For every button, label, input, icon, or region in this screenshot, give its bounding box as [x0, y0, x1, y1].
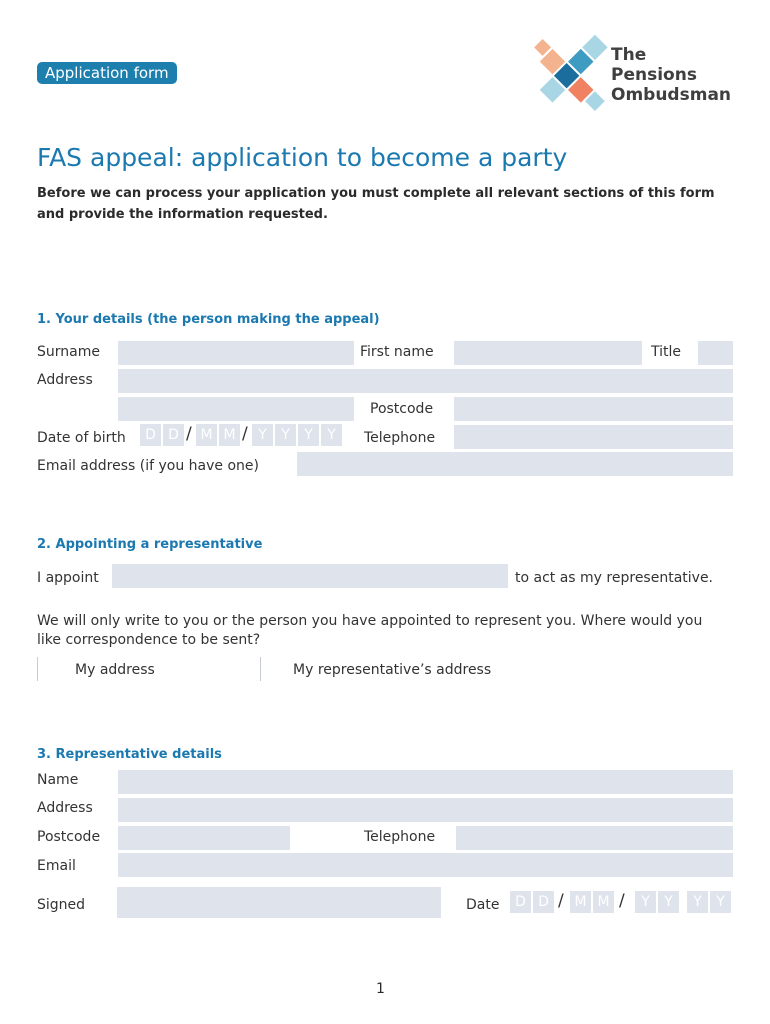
- address-line-1-field[interactable]: [118, 369, 733, 393]
- telephone-label: Telephone: [364, 430, 436, 446]
- logo-line-1: The: [611, 45, 647, 65]
- rep-email-label: Email: [37, 858, 76, 874]
- surname-label: Surname: [37, 344, 100, 360]
- date-m1: M: [570, 891, 591, 913]
- divider-middle: [260, 657, 261, 681]
- date-d2: D: [533, 891, 554, 913]
- date-y4: Y: [710, 891, 731, 913]
- application-form-badge: Application form: [37, 62, 177, 84]
- title-label: Title: [651, 344, 682, 360]
- surname-field[interactable]: [118, 341, 354, 365]
- date-y1: Y: [635, 891, 656, 913]
- email-field[interactable]: [297, 452, 733, 476]
- intro-text: Before we can process your application you must complete all relevant sections of this form and provide the information requested.: [37, 186, 715, 222]
- email-label: Email address (if you have one): [37, 458, 259, 474]
- act-as-label: to act as my representative.: [515, 570, 714, 586]
- dob-m2: M: [219, 424, 240, 446]
- dob-y4: Y: [321, 424, 342, 446]
- first-name-label: First name: [360, 344, 434, 360]
- section-2-heading: 2. Appointing a representative: [37, 537, 263, 552]
- rep-name-field[interactable]: [118, 770, 733, 794]
- address-label: Address: [37, 372, 93, 388]
- pensions-ombudsman-logo: [528, 32, 618, 118]
- dob-sep-1: /: [186, 424, 192, 444]
- page-number: 1: [376, 981, 385, 997]
- first-name-field[interactable]: [454, 341, 642, 365]
- date-label: Date: [466, 897, 500, 913]
- section-3-heading: 3. Representative details: [37, 747, 222, 762]
- rep-address-label: Address: [37, 800, 93, 816]
- correspondence-question: We will only write to you or the person you have appointed to represent you. Where would you like correspondence to be sent?: [37, 613, 703, 648]
- title-field[interactable]: [698, 341, 733, 365]
- date-y3: Y: [687, 891, 708, 913]
- rep-telephone-label: Telephone: [364, 829, 436, 845]
- dob-m1: M: [196, 424, 217, 446]
- page-title: FAS appeal: application to become a party: [37, 143, 568, 172]
- date-sep-1: /: [558, 891, 564, 911]
- dob-label: Date of birth: [37, 430, 126, 446]
- rep-address-field[interactable]: [118, 798, 733, 822]
- divider-left: [37, 657, 38, 681]
- appoint-label: I appoint: [37, 570, 99, 586]
- logo-line-3: Ombudsman: [611, 85, 732, 105]
- section-1-heading: 1. Your details (the person making the appeal): [37, 312, 380, 327]
- dob-y2: Y: [275, 424, 296, 446]
- telephone-field[interactable]: [454, 425, 733, 449]
- date-sep-2: /: [619, 891, 625, 911]
- dob-y1: Y: [252, 424, 273, 446]
- dob-sep-2: /: [242, 424, 248, 444]
- dob-d1: D: [140, 424, 161, 446]
- dob-y3: Y: [298, 424, 319, 446]
- date-m2: M: [593, 891, 614, 913]
- signature-field[interactable]: [117, 887, 441, 918]
- rep-postcode-label: Postcode: [37, 829, 101, 845]
- date-d1: D: [510, 891, 531, 913]
- postcode-field[interactable]: [454, 397, 733, 421]
- rep-telephone-field[interactable]: [456, 826, 733, 850]
- address-line-2-field[interactable]: [118, 397, 354, 421]
- signed-label: Signed: [37, 897, 86, 913]
- rep-name-label: Name: [37, 772, 79, 788]
- logo-text: [611, 45, 731, 105]
- rep-postcode-field[interactable]: [118, 826, 290, 850]
- option-representative-address[interactable]: My representative’s address: [293, 662, 492, 678]
- option-my-address[interactable]: My address: [75, 662, 155, 678]
- logo-line-2: Pensions: [611, 65, 697, 85]
- representative-name-field[interactable]: [112, 564, 508, 588]
- rep-email-field[interactable]: [118, 853, 733, 877]
- dob-d2: D: [163, 424, 184, 446]
- postcode-label: Postcode: [370, 401, 434, 417]
- date-y2: Y: [658, 891, 679, 913]
